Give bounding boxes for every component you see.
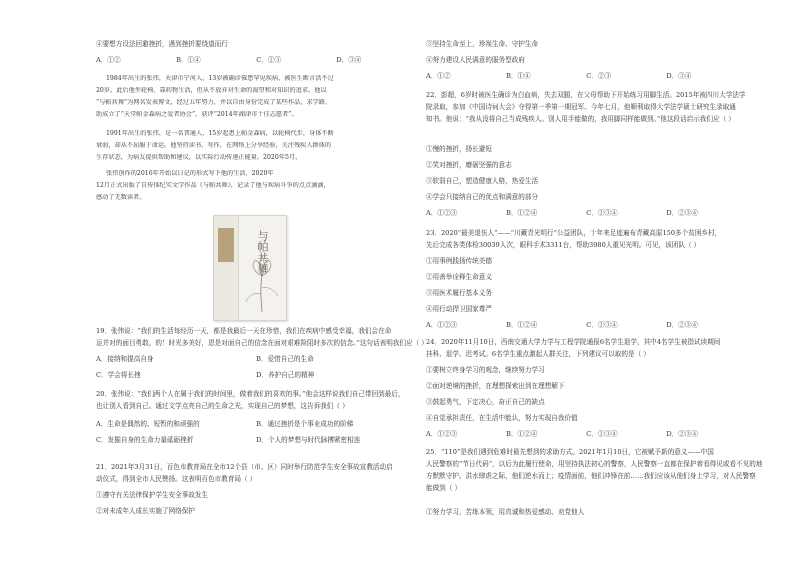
question-22-item: ③软弱自己，塑造健康人格，热爱生活 — [426, 177, 539, 185]
question-25-cont: 能做到（ ） — [426, 484, 462, 492]
question-23-item: ③用医术履行基本义务 — [426, 289, 492, 297]
option-a: A．接纳和提高自身 — [96, 355, 154, 363]
option-a: A．①② — [426, 72, 451, 80]
right-column — [426, 0, 763, 562]
question-23-options — [426, 321, 726, 329]
option-d: D．②③④ — [666, 321, 698, 329]
passage-line: 感动了无数读者。 — [96, 194, 146, 201]
passage-line: 助成立了“天堂帕金森病之爱者协会”，获评“2014年湖津市十佳志愿者”。 — [96, 111, 298, 118]
option-a: A．①② — [96, 56, 121, 64]
question-22-cont: 院录取，参加《中国诗词大会》夺得第一季第一期冠军。今年七月，他顺利取得大学法学硕士研究生录取通 — [426, 103, 736, 111]
passage-line: 张伟创作的2016年开始以日记的形式写下他的生活，2020年 — [106, 170, 274, 177]
question-22-item: ②笑对挫折，磨砺坚强的意志 — [426, 161, 512, 169]
option-d: D．③④ — [336, 56, 362, 64]
option-line: ④要想方设法回避挫折，遇到挫折要绕道而行 — [96, 40, 228, 48]
option-c: C．①③④ — [586, 321, 618, 329]
option-b: B．通过挫折是个事业成功的阶梯 — [256, 420, 354, 428]
passage-line: “与帕共舞”为网名发表博文，经过五年努力，并以自由身份完成了某些作品，求学路、 — [96, 99, 332, 106]
passage-line: 生存状态，为病友提供帮助和建议，以实际行动传递正能量。2020年5月， — [96, 154, 302, 161]
question-25-cont: 方默默守护。洪水肆虐之际，他们逆水而上；疫情面前，他们冲锋在前……我们应该从他们身上学习，对人民警察 — [426, 472, 756, 480]
option-c: C．②③ — [586, 72, 612, 80]
passage-line: 12月正式出版了自传体纪实文学作品《与帕共舞》，记录了他与疾病斗争的点点滴滴， — [96, 182, 330, 189]
question-24-item: ③鼓起勇气，下定决心，奋正自己的缺点 — [426, 398, 545, 406]
question-24-item: ④自觉承担责任，在生活中能认，努力实现自我价值 — [426, 414, 578, 422]
question-23-cont: 先后完成各类体检30039人次，眼科手术3311台，帮助3980人重见光明。可见，该团队（ ） — [426, 241, 701, 249]
question-24-item: ②面对逆境的挫折，在理想探索出到在理想解下 — [426, 382, 565, 390]
book-cover-image — [213, 215, 287, 321]
option-a: A．①②③ — [426, 209, 458, 217]
passage-line: 1984年出生的张伟，天津市宁河人。13岁被确诊罹患罕见疾病，被医生断言活不过 — [106, 75, 334, 82]
option-c: C．发掘自身的生命力量砥砺挫折 — [96, 436, 194, 444]
question-23-item: ④用行动捍卫国家尊严 — [426, 305, 492, 313]
book-spine — [214, 216, 239, 320]
question-20-options — [96, 436, 360, 444]
passage-line: 20岁。此后他坐轮椅、靠药物生活，但从不放弃对生命的渴望和对知识的追求。他以 — [96, 87, 327, 94]
question-23-item: ①用事例践扬传统美德 — [426, 257, 492, 265]
passage-line: 衰弱，却从不屈服于命运。他坚持读书、写作，在网络上分享经验，关注残疾人群体的 — [96, 142, 332, 149]
question-19-options — [96, 371, 314, 379]
question-24-options — [426, 430, 726, 438]
question-21: 21．2021年3月31日，百色市教育局在全市12个县（市、区）同时举行防范学生安全事故宣教活动启 — [96, 463, 393, 471]
option-b: B．①④ — [506, 72, 531, 80]
option-b: B．①②④ — [506, 209, 538, 217]
question-24-cont: 挂科、退学、迟考试。6名学生重点激起人群关注，下列建议可以取的是（ ） — [426, 350, 650, 358]
question-22-cont: 知书。他说：“我从没将自己当成残疾人。别人用手能做的，我用脚同样能做到。”他这段话启示我们应（ ） — [426, 115, 735, 123]
question-24: 24．2020年11月10日，西南交通大学力学与工程学院通报6名学生退学，其中4名学生被指试读期间 — [426, 338, 721, 346]
option-d: D．③④ — [666, 72, 692, 80]
passage-line: 1991年出生的张伟，是一名普通人，15岁起患上帕金森病，以轮椅代步，身体不断 — [106, 130, 334, 137]
question-23-item: ②用善举诠释生命意义 — [426, 273, 492, 281]
question-20-cont: 也让别人看到自己。通过文学点亮自己的生命之光，实现自己的梦想，这告诉我们（ ） — [96, 402, 349, 410]
option-b: B．①②④ — [506, 321, 538, 329]
question-21-item: ②对未成年人成长实施了网络保护 — [96, 507, 195, 515]
question-22-options — [426, 209, 726, 217]
question-20: 20．张伟说：“我们两个人在属于我们的时间里，做着我们的喜欢的事。”他会这样说我们自己带回到最后， — [96, 390, 405, 398]
question-19-cont: 运并对的面目勇敢，的！时光多美好，恩是对面自己的信念在面对艰难险阻时多次的信念。”这句话表明我们应（ ） — [96, 339, 428, 347]
option-c: C．①③④ — [586, 209, 618, 217]
question-21-item: ①遵守有关法律保护学生安全事故发生 — [96, 491, 209, 499]
question-25-cont: 人民警察的“节日代码”，以后为此履行使命，用坚持执法初心的警察，人民警察一直都在保护着看得见或看不见的地 — [426, 460, 763, 468]
flower-illustration — [240, 254, 284, 314]
option-b: B．①②④ — [506, 430, 538, 438]
book-title: 与帕共舞 — [256, 230, 269, 274]
option-a: A．生命是偶然的、短暂的和顽强的 — [96, 420, 200, 428]
option-d: D．个人的梦想与时代脉搏紧密相连 — [256, 436, 361, 444]
question-22: 22．彭超，6岁时被医生确诊为白血病，失去双腿，在父母帮助下开始练习用脚生活。2015年被四川大学法学 — [426, 91, 746, 99]
question-21-cont: 动仪式，得到全市人民赞扬。这表明百色市教育局（ ） — [96, 475, 257, 483]
question-item: ④努力建设人民满意的服务型政府 — [426, 56, 525, 64]
question-22-item: ④学会只接纳自己的优点和满意的部分 — [426, 193, 539, 201]
question-25: 25．“110”是我们遇到危难时最先想到的求助方式。2021年1月10日，它被赋予新的意义——中国 — [426, 448, 714, 456]
option-b: B．爱惜自己的生命 — [256, 355, 314, 363]
option-b: B．①④ — [176, 56, 201, 64]
option-a: A．①②③ — [426, 430, 458, 438]
answer-options — [426, 72, 726, 80]
option-d: D．②③④ — [666, 209, 698, 217]
option-c: C．①③④ — [586, 430, 618, 438]
question-25-item: ①努力学习，苦练本领，用真诚和热爱感动、劝党他人 — [426, 508, 585, 516]
option-a: A．①②③ — [426, 321, 458, 329]
book-spine-label — [218, 228, 234, 262]
option-c: C．②③ — [256, 56, 282, 64]
option-d: D．②③④ — [666, 430, 698, 438]
question-24-item: ①要树立终身学习的观念，继续努力学习 — [426, 366, 545, 374]
answer-options — [96, 56, 396, 64]
option-c: C．学会将长挫 — [96, 371, 141, 379]
question-19: 19．张伟说：“我们的生活每经历一天，都是我最后一天在珍惜，我们在疾病中感受幸福，我们会在命 — [96, 327, 392, 335]
question-19-options — [96, 355, 314, 363]
question-23: 23．2020“最美退伍人”——“川藏青光明行”公益团队，十年来足迹遍布青藏高原150多个贫困乡村， — [426, 229, 722, 237]
question-item: ③坚持生命至上，珍视生命、守护生命 — [426, 40, 539, 48]
question-22-item: ①慢的挫折，扬长避短 — [426, 145, 492, 153]
question-20-options — [96, 420, 353, 428]
option-d: D．养护自己的精神 — [256, 371, 315, 379]
